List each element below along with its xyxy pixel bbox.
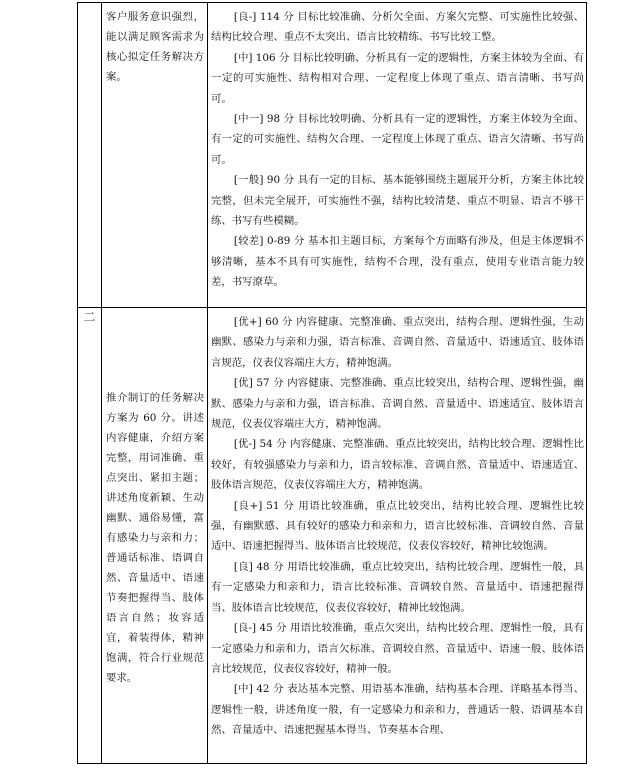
rubric-level: [一般] 90 分 具有一定的目标、基本能够围绕主题展开分析，方案主体比较完整，但未完全展开，可实施性不强，结构比较清楚、重点不明显、语言不够干练、书写有些模糊。 [211,174,584,228]
rubric-level: [良-] 114 分 目标比较准确、分析欠全面、方案欠完整、可实施性比较强、结构比较合理、重点不太突出、语言比较精练、书写比较工整。 [211,11,584,44]
rubric-cell [208,3,587,308]
criteria-text: 推介制订的任务解决方案为 60 分。讲述内容健康，介绍方案完整，用词准确、重点突出、紧扣主题；讲述角度新颖、生动幽默、通俗易懂，富有感染力与亲和力；普通话标准、语调自然、音量适中、语速节奏把握得当、肢体语言自然；妆容适宜，着装得体，精神饱满，符合行业规范要求。 [106,391,204,684]
row-number: 二 [78,308,102,764]
rubric-level: [良-] 45 分 用语比较准确，重点欠突出，结构比较合理、逻辑性一般，具有一定感染力和亲和力，语言欠标准、音调较自然、音量适中、语速一般、肢体语言比较规范，仪表仪容较好，精神一般。 [211,622,584,675]
rubric-level: [良] 48 分 用语比较准确，重点比较突出，结构比较合理、逻辑性一般，具有一定感染力和亲和力，语言比较标准、音调较自然、音量适中、语速把握得当、肢体语言比较规范，仪表仪容较好，精神比较饱满。 [211,560,584,614]
scoring-table [77,2,587,764]
rubric-level: [优+] 60 分 内容健康、完整准确、重点突出，结构合理、逻辑性强，生动幽默、感染力与亲和力强，语言标准、音调自然、音量适中、语速适宜、肢体语言规范，仪表仪容端庄大方，精神饱满。 [211,316,584,369]
rubric-cell [208,308,587,764]
criteria-cell [102,308,208,764]
rubric-level: [中一] 98 分 目标比较明确、分析具有一定的逻辑性，方案主体较为全面、有一定的可实施性、结构欠合理、一定程度上体现了重点、语言欠清晰、书写尚可。 [211,113,584,166]
table-row [78,308,587,764]
rubric-level: [较差] 0-89 分 基本扣主题目标，方案每个方面略有涉及，但是主体逻辑不够清晰，基本不具有可实施性，结构不合理，没有重点，使用专业语言能力较差，书写潦草。 [211,235,584,289]
rubric-levels [208,308,586,745]
rubric-level: [良+] 51 分 用语比较准确，重点比较突出，结构比较合理、逻辑性比较强，有幽默感、具有较好的感染力和亲和力，语言比较标准、音调较自然、音量适中、语速把握得当、肢体语言比较规范，仪表仪容较好，精神比较饱满。 [211,499,584,553]
rubric-level: [中] 106 分 目标比较明确、分析具有一定的逻辑性，方案主体较为全面、有一定的可实施性、结构相对合理、一定程度上体现了重点、语言清晰、书写尚可。 [211,51,584,105]
rubric-level: [优] 57 分 内容健康、完整准确、重点比较突出，结构合理、逻辑性强，幽默、感染力与亲和力强，语言标准、音调自然、音量适中、语速适宜、肢体语言规范，仪表仪容端庄大方，精神饱满。 [211,377,584,431]
criteria-cell [102,3,208,308]
row-number [78,3,102,308]
rubric-level: [优-] 54 分 内容健康、完整准确、重点比较突出，结构比较合理、逻辑性比较好，有较强感染力与亲和力，语言较标准、音调自然、音量适中、语速适宜、肢体语言规范，仪表仪容端庄大方，精神饱满。 [211,438,584,492]
table-row [78,3,587,308]
rubric-level: [中] 42 分 表达基本完整、用语基本准确，结构基本合理、详略基本得当、逻辑性一般，讲述角度一般，有一定感染力和亲和力，普通话一般、语调基本自然、音量适中、语速把握基本得当、节奏基本合理、 [211,683,584,737]
rubric-levels [208,3,586,297]
criteria-text: 客户服务意识强烈，能以满足顾客需求为核心拟定任务解决方案。 [106,11,204,83]
